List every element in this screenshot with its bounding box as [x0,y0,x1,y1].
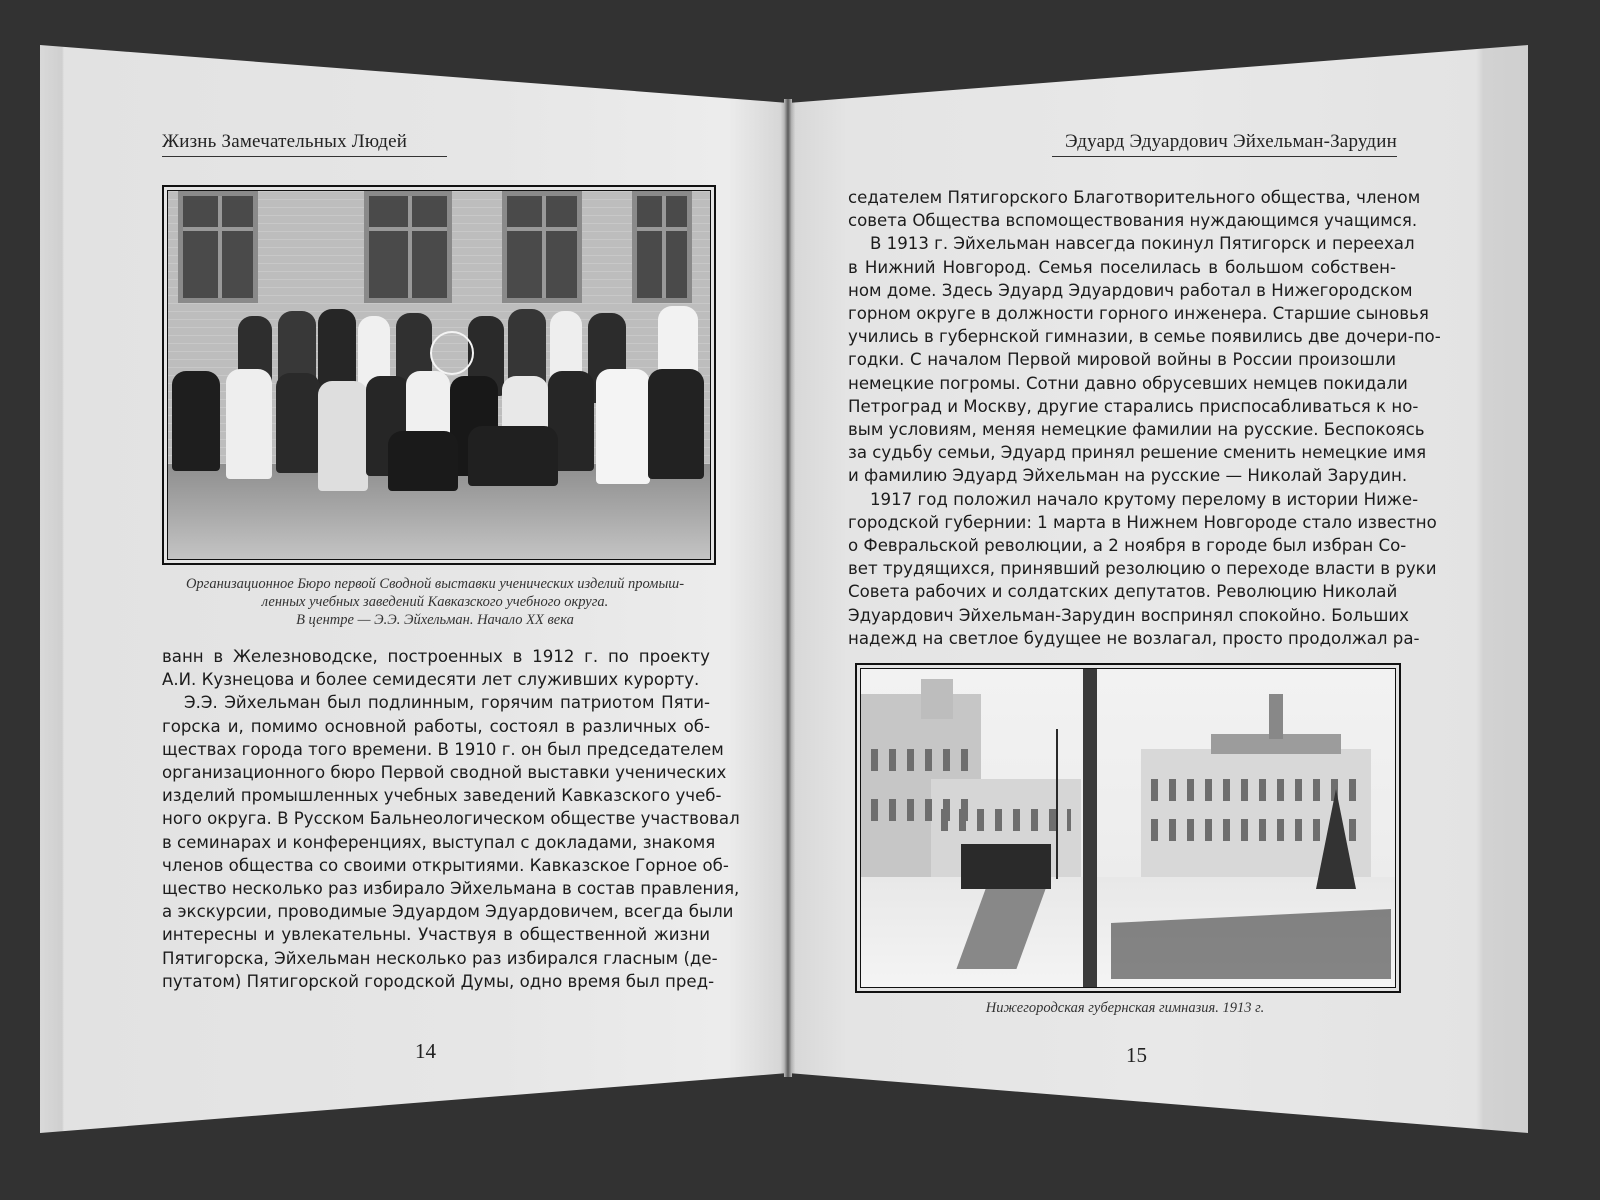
book-gutter [784,99,792,1077]
text-line: А.И. Кузнецова и более семидесяти лет служивших курорту. [162,670,700,690]
text-line: Пятигорска, Эйхельман несколько раз избирался гласным (де- [162,948,718,968]
text-line: совета Общества вспомоществования нуждающимся учащимся. [848,211,1418,231]
text-line: изделий промышленных учебных заведений Кавказского учеб- [162,786,722,806]
text-line: седателем Пятигорского Благотворительного общества, членом [848,188,1421,207]
text-line: годки. С началом Первой мировой войны в России произошли [848,350,1396,370]
text-line: ного округа. В Русском Бальнеологическом обществе участвовал [162,809,740,829]
highlight-circle-marker [430,331,474,375]
building-photo-caption: Нижегородская губернская гимназия. 1913 г. [985,1000,1265,1016]
text-line: интересны и увлекательны. Участвуя в общественной жизни [162,925,710,945]
text-line: ванн в Железноводске, построенных в 1912 г. по проекту [162,647,710,666]
caption-line: ленных учебных заведений Кавказского учебного округа. [261,594,609,610]
text-line: в Нижний Новгород. Семья поселилась в большом собствен- [848,257,1396,277]
text-line: горска и, помимо основной работы, состоял в различных об- [162,716,710,736]
text-line: ществах города того времени. В 1910 г. он был председателем [162,739,724,759]
page-number-right: 15 [1126,1043,1147,1067]
page-number-left: 14 [415,1039,436,1063]
running-head-right: Эдуард Эдуардович Эйхельман-Зарудин [1052,131,1397,157]
text-line: надежд на светлое будущее не возлагал, просто продолжал ра- [848,628,1420,648]
text-line: вет трудящихся, принявший резолюцию о переходе власти в руки [848,559,1437,579]
text-line: немецкие погромы. Сотни давно обрусевших немцев покидали [848,373,1408,393]
building-photo-frame [855,663,1401,993]
group-photo-caption [150,575,720,629]
right-body-text [848,186,1441,650]
text-line: Петроград и Москву, другие старались приспосабливаться к но- [848,396,1419,416]
text-line: а экскурсии, проводимые Эдуардом Эдуардовичем, всегда были [162,902,734,922]
caption-line: В центре — Э.Э. Эйхельман. Начало XX века [296,612,574,628]
text-line: В 1913 г. Эйхельман навсегда покинул Пятигорск и переехал [870,234,1415,254]
text-line: городской губернии: 1 марта в Нижнем Новгороде стало известно [848,512,1437,532]
text-line: о Февральской революции, а 2 ноября в городе был избран Со- [848,536,1407,556]
text-line: учились в губернской гимназии, в семье появились две дочери-по- [848,327,1441,347]
group-photo [167,190,711,560]
text-line: Совета рабочих и солдатских депутатов. Революцию Николай [848,582,1398,602]
open-book [40,43,1528,1133]
text-line: Эдуардович Эйхельман-Зарудин воспринял спокойно. Больших [848,605,1409,625]
text-line: за судьбу семьи, Эдуард принял решение сменить немецкие имя [848,443,1427,463]
text-line: ном доме. Здесь Эдуард Эдуардович работал в Нижегородском [848,280,1413,300]
text-line: организационного бюро Первой сводной выставки ученических [162,763,727,783]
group-photo-frame [162,185,716,565]
text-line: горном округе в должности горного инженера. Старшие сыновья [848,304,1429,324]
building-photo [860,668,1396,988]
running-head-left: Жизнь Замечательных Людей [162,131,447,157]
text-line: вым условиям, меняя немецкие фамилии на русские. Беспокоясь [848,420,1425,440]
left-body-text [162,645,740,993]
text-line: в семинарах и конференциях, выступал с докладами, знакомя [162,832,716,852]
text-line: Э.Э. Эйхельман был подлинным, горячим патриотом Пяти- [184,693,710,713]
text-line: 1917 год положил начало крутому перелому в истории Ниже- [870,489,1419,509]
caption-line: Организационное Бюро первой Сводной выставки ученических изделий промыш- [185,576,685,592]
text-line: щество несколько раз избирало Эйхельмана в состав правления, [162,879,740,899]
text-line: членов общества со своими открытиями. Кавказское Горное об- [162,855,729,875]
text-line: и фамилию Эдуард Эйхельман на русские — Николай Зарудин. [848,466,1408,486]
text-line: путатом) Пятигорской городской Думы, одно время был пред- [162,971,715,991]
